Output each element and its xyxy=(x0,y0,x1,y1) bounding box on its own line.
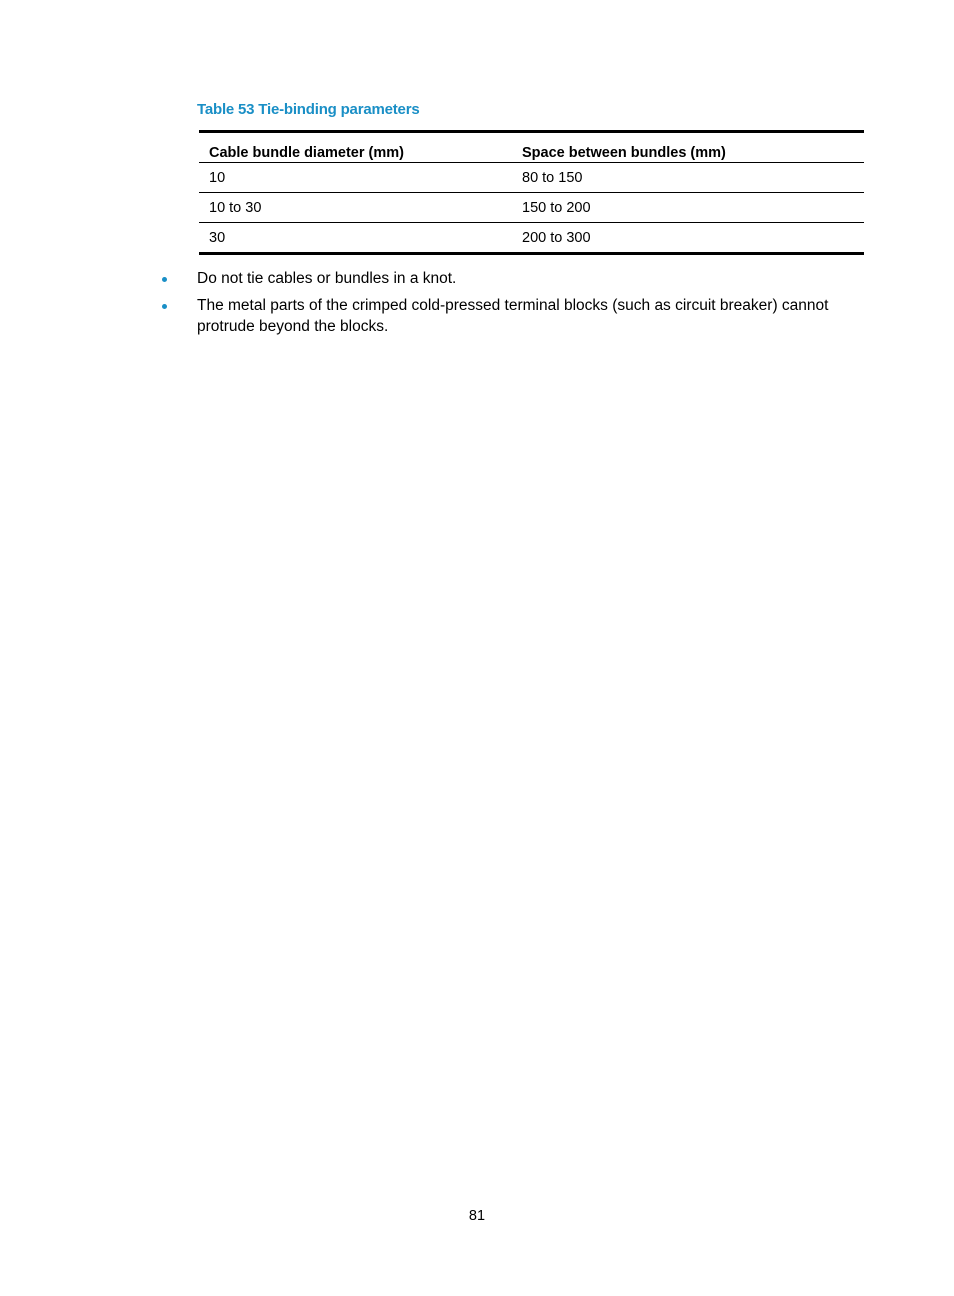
table-row xyxy=(199,163,864,192)
list-item xyxy=(162,295,842,337)
table-cell-diameter: 10 to 30 xyxy=(209,199,262,216)
table-cell-space: 150 to 200 xyxy=(522,199,591,216)
column-header-diameter: Cable bundle diameter (mm) xyxy=(209,145,404,161)
list-item-text: Do not tie cables or bundles in a knot. xyxy=(197,270,457,287)
table-cell-space: 80 to 150 xyxy=(522,169,583,186)
table-cell-diameter: 10 xyxy=(209,169,226,186)
table-row xyxy=(199,222,864,252)
table-row xyxy=(199,192,864,222)
tie-binding-table xyxy=(199,130,864,255)
bullet-list xyxy=(162,268,842,343)
list-item xyxy=(162,268,842,289)
table-header-row xyxy=(199,133,864,163)
list-item-text: The metal parts of the crimped cold-pressed terminal blocks (such as circuit breaker) cannot protrude beyond the blocks. xyxy=(197,297,829,335)
page-number: 81 xyxy=(468,1208,486,1224)
column-header-space: Space between bundles (mm) xyxy=(522,145,726,161)
bullet-icon xyxy=(162,304,167,309)
table-caption: Table 53 Tie-binding parameters xyxy=(197,101,420,118)
bullet-icon xyxy=(162,277,167,282)
table-cell-diameter: 30 xyxy=(209,229,226,246)
table-cell-space: 200 to 300 xyxy=(522,229,591,246)
